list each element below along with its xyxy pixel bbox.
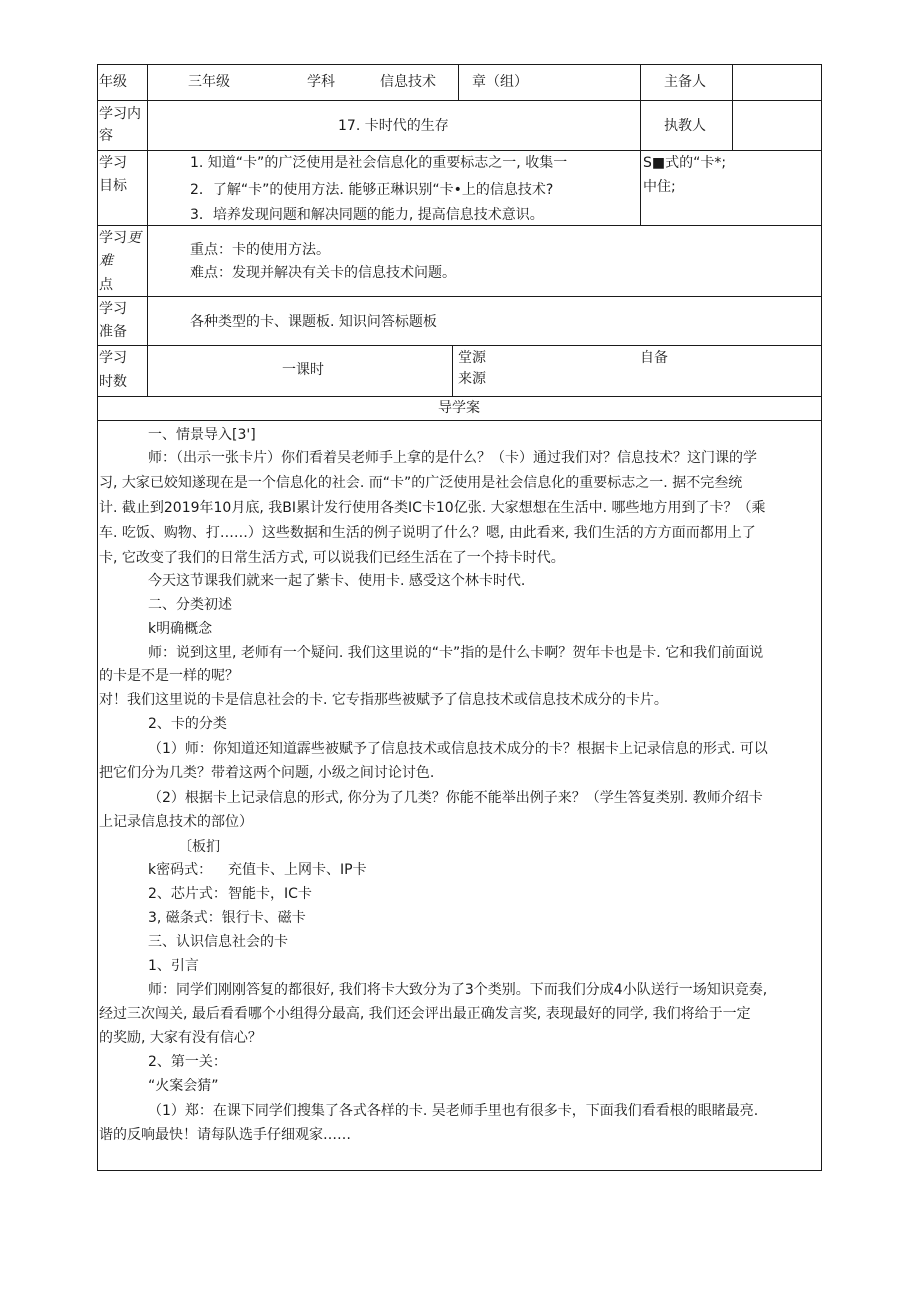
key-point: 重点：卡的使用方法。 [190,242,330,258]
lesson-title: 17. 卡时代的生存 [338,118,449,134]
rule [147,64,148,397]
rule [821,64,822,1171]
prep-label: 准备 [99,324,127,340]
body-line: 经过三次闯关, 最后看看哪个小组得分最高, 我们还会评出最正确发言奖, 表现最好的同学, 我们将给于一定 [99,1006,751,1022]
preparer-label: 主备人 [664,74,706,90]
body-line: 2、卡的分类 [148,716,227,732]
goals-label: 学习 [99,155,127,171]
source-label: 堂源 [458,350,486,366]
rule [97,345,822,346]
body-line: 把它们分为几类？带着这两个问题, 小级之间讨论讨色. [99,765,435,781]
keypoints-label: 点 [99,277,113,293]
content-label: 学习内 [99,106,141,122]
content-label: 容 [99,128,113,144]
subject-label: 学科 [307,74,335,90]
body-line: k明确概念 [148,621,213,637]
body-line: 1、引言 [148,958,199,974]
rule [97,150,822,151]
rule [97,100,822,101]
rule [97,1170,822,1171]
body-line: “火案会猜” [148,1078,219,1094]
body-line: 充值卡、上网卡、IP卡 [228,862,367,878]
side-note: S■式的“卡*; [643,155,727,171]
body-line: 的卡是不是一样的呢？ [99,668,239,684]
difficult-point: 难点：发现并解决有关卡的信息技术问题。 [190,265,456,281]
hours-label: 学习 [99,350,127,366]
body-line: 2、芯片式： [148,886,227,902]
rule [452,345,453,397]
body-line: 的奖励, 大家有没有信心？ [99,1030,262,1046]
hours-value: 一课时 [282,362,324,378]
body-line: 谐的反响最快！请每队选手仔细观家…… [99,1127,351,1143]
body-line: 今天这节课我们就来一起了紫卡、使用卡. 感受这个林卡时代. [148,573,526,589]
body-line: 智能卡，IC卡 [228,886,312,902]
body-line: 师：同学们刚刚答复的都很好, 我们将卡大致分为了3个类别。下而我们分成4小队送行一场知识竞奏, [148,982,768,998]
body-line: 3, 磁条式：银行卡、磁卡 [148,910,306,926]
body-line: （2）根据卡上记录信息的形式, 你分为了几类？你能不能举出例子来？（学生答复类别. 教师介绍卡 [148,790,763,806]
rule [97,396,822,397]
section-heading: 三、认识信息社会的卡 [148,934,288,950]
keypoints-label: 难 [99,253,113,269]
body-line: 计. 截止到2019年10月底, 我BI累计发行使用各类IC卡10亿张. 大家想想在生活中. 哪些地方用到了卡？（乘 [99,500,766,516]
guide-title: 导学案 [438,400,480,416]
body-line: k密码式： [148,862,213,878]
prep-value: 各种类型的卡、课题板. 知识问答标题板 [190,314,437,330]
goal-item: 1. 知道“卡”的广泛使用是社会信息化的重要标志之一, 收集一 [190,155,568,171]
body-line: 〔板扪 [178,839,220,855]
body-line: 对！我们这里说的卡是信息社会的卡. 它专指那些被赋予了信息技术或信息技术成分的卡片。 [99,692,668,708]
rule [732,64,733,151]
goal-item: 3．培养发现问题和解决同题的能力, 提高信息技术意识。 [190,207,544,223]
teacher-label: 执教人 [664,118,706,134]
body-line: 车. 吃饭、购物、打……）这些数据和生活的例子说明了什么？嗯, 由此看来, 我们生活的方方面而都用上了 [99,525,756,541]
body-line: 师：（出示一张卡片）你们看着吴老师手上拿的是什么？（卡）通过我们对？信息技术？这门课的学 [148,450,757,466]
prep-label: 学习 [99,301,127,317]
grade-label: 年级 [99,74,127,90]
keypoints-label-text: 更 [127,230,141,246]
chapter-label: 章（组） [472,74,528,90]
rule [97,296,822,297]
self-label: 自备 [640,350,668,366]
body-line: 2、第一关： [148,1054,227,1070]
rule [97,420,822,421]
keypoints-label-text: 学习 [99,230,127,246]
keypoints-label [99,228,141,248]
goal-item: 2．了解“卡”的使用方法. 能够正琳识别“卡•上的信息技术? [190,182,554,198]
body-line: （1）师：你知道还知道霹些被赋予了信息技术或信息技术成分的卡？根据卡上记录信息的形式. 可以 [148,741,768,757]
body-line: 卡, 它改变了我们的日常生活方式, 可以说我们已经生活在了一个持卡时代。 [99,550,565,566]
subject-value: 信息技术 [380,74,436,90]
body-line: 师：说到这里, 老师有一个疑问. 我们这里说的“卡”指的是什么卡啊？贺年卡也是卡. 它和我们前面说 [148,645,764,661]
rule [640,64,641,226]
section-heading: 一、情景导入[3'] [148,427,256,443]
source-label: 来源 [458,371,486,387]
rule [97,64,822,65]
side-note: 中住; [643,179,676,195]
body-line: （1）郑：在课下同学们搜集了各式各样的卡. 吴老师手里也有很多卡，下面我们看看根的眼睹最亮. [148,1103,759,1119]
goals-label: 目标 [99,178,127,194]
body-line: 上记录信息技术的部位） [99,814,253,830]
grade-value: 三年级 [188,74,230,90]
rule [97,225,822,226]
section-heading: 二、分类初述 [148,597,232,613]
rule [458,64,459,101]
body-line: 习, 大家已姣知遂现在是一个信息化的社会. 而“卡”的广泛使用是社会信息化的重要标志之一. 据不完叁统 [99,475,743,491]
rule [97,64,98,1171]
hours-label: 时数 [99,374,127,390]
